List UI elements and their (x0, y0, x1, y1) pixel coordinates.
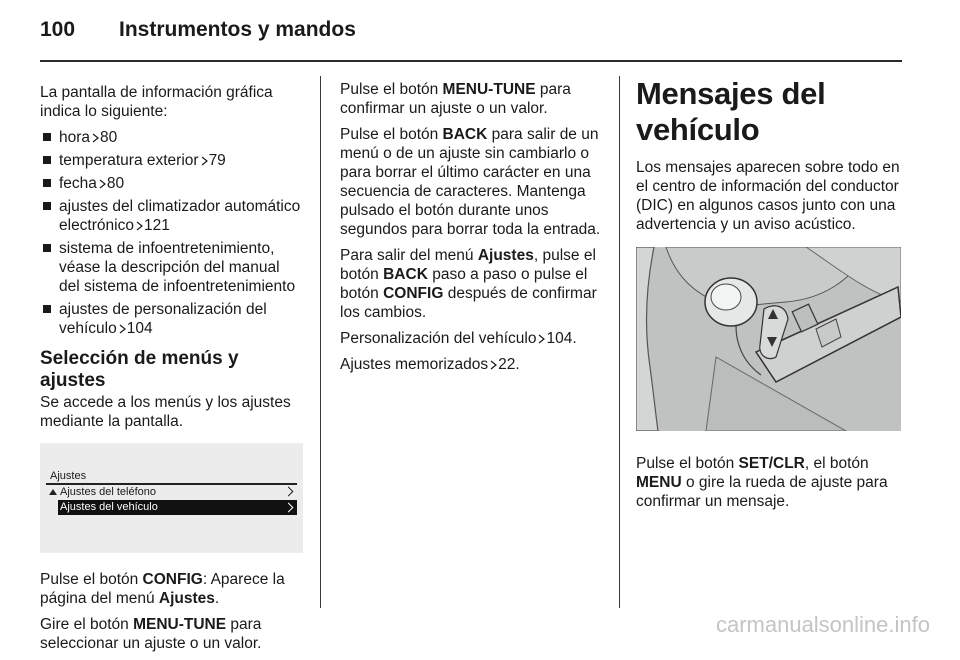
list-item-text: ajustes del climatizador automático electrónico (59, 198, 301, 234)
column-2 (340, 80, 604, 381)
page-reference[interactable]: 104. (546, 330, 577, 347)
bullet-icon (43, 179, 51, 187)
page-reference-arrow-icon (538, 334, 545, 344)
list-item (40, 300, 304, 338)
scroll-up-icon (49, 489, 57, 495)
menu-selection-paragraph: Se accede a los menús y los ajustes mediante la pantalla. (40, 394, 291, 430)
personalization-reference: Personalización del vehículo 104. (340, 330, 577, 347)
page-number: 100 (40, 18, 76, 41)
page-reference-arrow-icon (490, 360, 497, 370)
menu-selection-heading: Selección de menús y ajustes (40, 348, 239, 391)
list-item-text: temperatura exterior (59, 152, 199, 169)
list-item-text: sistema de infoentretenimiento, véase la descripción del manual del sistema de infoentretenimiento (59, 240, 296, 295)
display-menu-item-label: Ajustes del vehículo (60, 501, 158, 513)
list-item (40, 197, 304, 235)
intro-paragraph: La pantalla de información gráfica indica lo siguiente: (40, 84, 273, 120)
page-reference[interactable]: 104 (126, 320, 153, 337)
bullet-icon (43, 305, 51, 313)
vehicle-messages-heading: Mensajes del vehículo (636, 76, 826, 147)
display-screen-illustration (40, 443, 303, 553)
display-menu-title: Ajustes (50, 470, 87, 482)
section-title: Instrumentos y mandos (119, 18, 356, 41)
page-reference-arrow-icon (136, 221, 143, 231)
column-1 (40, 83, 304, 660)
chevron-right-icon (284, 487, 294, 497)
steering-column-stalk-illustration (636, 247, 901, 431)
confirm-message-paragraph: Pulse el botón SET/CLR, el botón MENU o gire la rueda de ajuste para confirmar un mensaje. (636, 455, 888, 510)
page-reference-arrow-icon (99, 179, 106, 189)
list-item (40, 239, 304, 296)
page-reference-arrow-icon (201, 156, 208, 166)
bullet-icon (43, 202, 51, 210)
exit-menu-paragraph: Para salir del menú Ajustes, pulse el botón BACK paso a paso o pulse el botón CONFIG después de confirmar los cambios. (340, 247, 597, 321)
bullet-icon (43, 156, 51, 164)
header-rule (40, 60, 902, 62)
page-header (40, 18, 902, 46)
list-item (40, 151, 304, 170)
display-menu-item-phone (46, 486, 297, 499)
display-menu-item-vehicle-selected (58, 500, 297, 515)
column-divider-2 (619, 76, 620, 608)
memorized-settings-reference: Ajustes memorizados 22. (340, 356, 520, 373)
info-list (40, 128, 304, 338)
list-item (40, 174, 304, 193)
column-divider-1 (320, 76, 321, 608)
column-3 (636, 76, 902, 518)
display-title-underline (46, 483, 297, 485)
bullet-icon (43, 133, 51, 141)
settings-menu-display (46, 469, 297, 518)
bullet-icon (43, 244, 51, 252)
list-item-text: ajustes de personalización del vehículo (59, 301, 267, 337)
page-reference-arrow-icon (92, 133, 99, 143)
menu-tune-paragraph: Gire el botón MENU-TUNE para seleccionar un ajuste o un valor. (40, 616, 262, 652)
list-item-text: fecha (59, 175, 97, 192)
chevron-right-icon (284, 503, 294, 513)
menu-tune-confirm-paragraph: Pulse el botón MENU-TUNE para confirmar un ajuste o un valor. (340, 81, 571, 117)
page-reference-arrow-icon (119, 324, 126, 334)
back-button-paragraph: Pulse el botón BACK para salir de un menú o de un ajuste sin cambiarlo o para borrar el último carácter en una secuencia de caracteres. Mantenga pulsado el botón durante unos segundos para borrar toda la entrada. (340, 126, 601, 238)
page-reference[interactable]: 80 (100, 129, 118, 146)
vehicle-messages-paragraph: Los mensajes aparecen sobre todo en el centro de información del conductor (DIC) en algunos casos junto con una advertencia y un aviso acústico. (636, 159, 900, 233)
page-reference[interactable]: 80 (106, 175, 125, 192)
list-item (40, 128, 304, 147)
display-menu-item-label: Ajustes del teléfono (60, 486, 157, 498)
page-reference[interactable]: 121 (143, 217, 170, 234)
config-paragraph: Pulse el botón CONFIG: Aparece la página del menú Ajustes. (40, 571, 285, 607)
watermark: carmanualsonline.info (715, 612, 930, 637)
list-item-text: hora (59, 129, 91, 146)
page-reference[interactable]: 22. (498, 356, 520, 373)
page-reference[interactable]: 79 (208, 152, 226, 169)
